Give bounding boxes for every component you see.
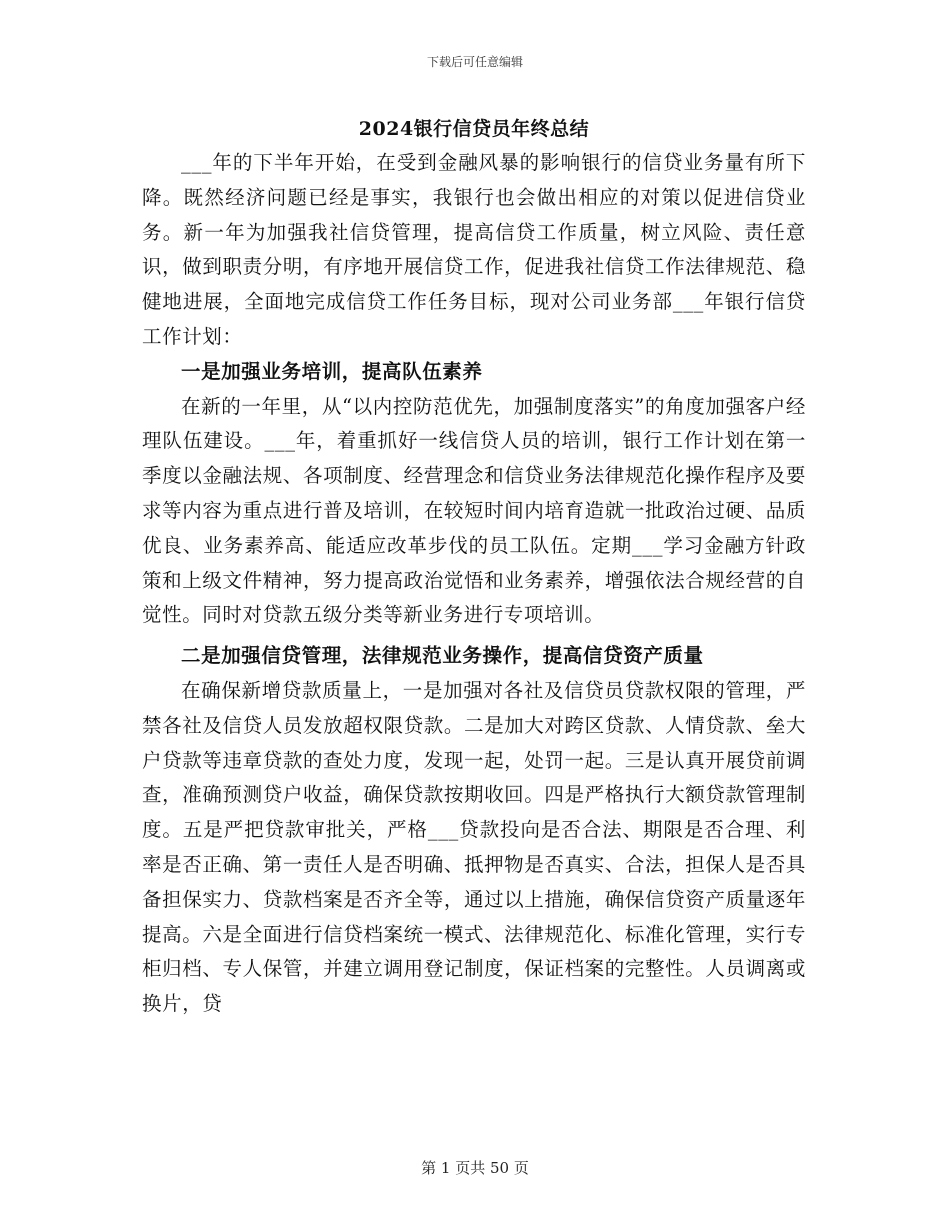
page-number: 第 1 页共 50 页 [421,1159,529,1177]
document-title: 2024银行信贷员年终总结 [358,118,590,140]
section-heading-1: 一是加强业务培训，提高队伍素养 [181,359,483,383]
page-header: 下载后可任意编辑 [426,55,523,69]
section-body-1: 在新的一年里，从“以内控防范优先，加强制度落实”的角度加强客户经理队伍建设。___年，着重抓好一线信贷人员的培训，银行工作计划在第一季度以金融法规、各项制度、经营理念和信贷业务法律规范化操作程序及要求等内容为重点进行普及培训，在较短时间内培育造就一批政治过硬、品质优良、业务素养高、能适应改革步伐的员工队伍。定期___学习金融方针政策和上级文件精神，努力提高政治觉悟和业务素养，增强依法合规经营的自觉性。同时对贷款五级分类等新业务进行专项培训。 [142,394,806,627]
document-body [142,112,806,1022]
section-body-2: 在确保新增贷款质量上，一是加强对各社及信贷员贷款权限的管理，严禁各社及信贷人员发放超权限贷款。二是加大对跨区贷款、人情贷款、垒大户贷款等违章贷款的查处力度，发现一起，处罚一起。三是认真开展贷前调查，准确预测贷户收益，确保贷款按期收回。四是严格执行大额贷款管理制度。五是严把贷款审批关，严格___贷款投向是否合法、期限是否合理、利率是否正确、第一责任人是否明确、抵押物是否真实、合法，担保人是否具备担保实力、贷款档案是否齐全等，通过以上措施，确保信贷资产质量逐年提高。六是全面进行信贷档案统一模式、法律规范化、标准化管理，实行专柜归档、专人保管，并建立调用登记制度，保证档案的完整性。人员调离或换片，贷 [142,678,806,1016]
intro-paragraph: ___年的下半年开始，在受到金融风暴的影响银行的信贷业务量有所下降。既然经济问题已经是事实，我银行也会做出相应的对策以促进信贷业务。新一年为加强我社信贷管理，提高信贷工作质量，树立风险、责任意识，做到职责分明，有序地开展信贷工作，促进我社信贷工作法律规范、稳健地进展，全面地完成信贷工作任务目标，现对公司业务部___年银行信贷工作计划： [142,151,806,348]
section-heading-2: 二是加强信贷管理，法律规范业务操作，提高信贷资产质量 [181,644,704,668]
